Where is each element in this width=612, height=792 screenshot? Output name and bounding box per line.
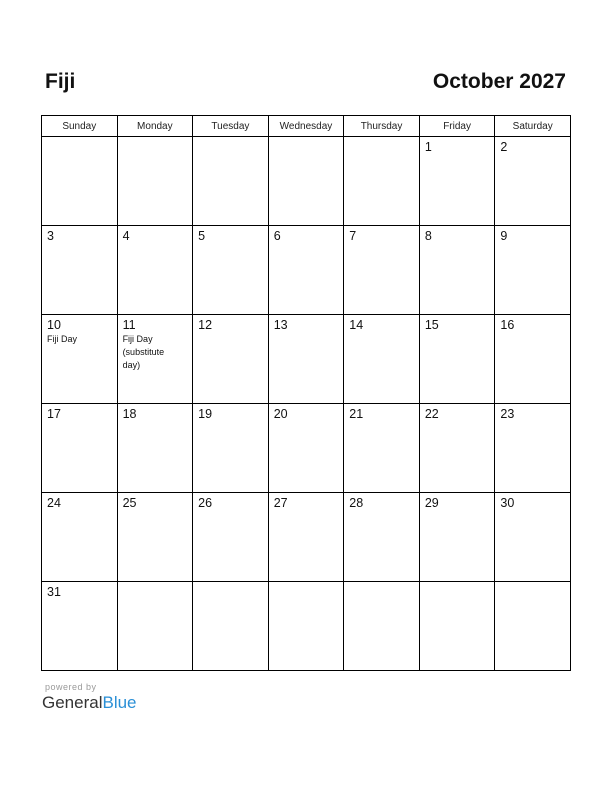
day-number: 26	[198, 496, 213, 510]
weekday-header: Monday	[117, 116, 193, 137]
day-number: 24	[47, 496, 61, 510]
day-cell[interactable]	[344, 493, 420, 582]
week-row	[42, 493, 571, 582]
day-cell[interactable]	[495, 315, 571, 404]
day-cell[interactable]	[495, 582, 571, 671]
logo-general-text: General	[42, 693, 103, 712]
day-number: 27	[273, 496, 288, 510]
day-cell[interactable]	[42, 404, 118, 493]
day-number: 9	[500, 229, 508, 243]
day-number: 8	[424, 229, 432, 243]
day-number: 5	[198, 229, 206, 243]
holiday-label: Fiji Day	[47, 334, 78, 344]
day-cell[interactable]	[268, 404, 344, 493]
day-number: 12	[198, 318, 213, 332]
logo-blue-text: Blue	[102, 693, 137, 712]
day-number: 28	[349, 496, 364, 510]
day-cell[interactable]	[344, 315, 420, 404]
day-cell[interactable]	[117, 404, 193, 493]
powered-by-label: powered by	[45, 682, 97, 692]
day-cell[interactable]	[42, 315, 118, 404]
day-cell[interactable]	[268, 137, 344, 226]
day-number	[344, 137, 419, 140]
day-cell[interactable]	[495, 226, 571, 315]
day-cell[interactable]	[268, 226, 344, 315]
day-cell[interactable]	[193, 226, 269, 315]
day-cell[interactable]	[495, 404, 571, 493]
day-number	[193, 137, 268, 140]
day-number: 19	[198, 407, 213, 421]
day-number: 15	[424, 318, 439, 332]
weekday-header: Thursday	[344, 116, 420, 137]
day-number: 21	[349, 407, 364, 421]
day-cell[interactable]	[117, 226, 193, 315]
day-cell[interactable]	[42, 137, 118, 226]
day-cell[interactable]	[495, 137, 571, 226]
day-cell[interactable]	[193, 137, 269, 226]
day-number: 25	[122, 496, 137, 510]
day-number	[42, 137, 117, 140]
day-cell[interactable]	[419, 315, 495, 404]
day-cell[interactable]	[117, 582, 193, 671]
day-number: 7	[349, 229, 357, 243]
day-number	[269, 137, 344, 140]
week-row	[42, 404, 571, 493]
day-cell[interactable]	[419, 582, 495, 671]
day-number	[269, 582, 344, 585]
day-cell[interactable]	[117, 315, 193, 404]
day-cell[interactable]	[193, 582, 269, 671]
weekday-header: Friday	[419, 116, 495, 137]
day-cell[interactable]	[42, 226, 118, 315]
day-cell[interactable]	[193, 315, 269, 404]
day-number	[118, 582, 193, 585]
day-number	[118, 137, 193, 140]
holiday-label: Fiji Day (substitute day)	[122, 334, 165, 370]
day-number: 18	[122, 407, 137, 421]
day-number	[344, 582, 419, 585]
day-number	[495, 582, 570, 585]
week-row	[42, 315, 571, 404]
day-cell[interactable]	[419, 404, 495, 493]
day-cell[interactable]	[344, 137, 420, 226]
weekday-header: Wednesday	[268, 116, 344, 137]
day-number	[193, 582, 268, 585]
weekday-header: Tuesday	[193, 116, 269, 137]
country-title: Fiji	[45, 70, 76, 93]
day-number: 10	[47, 318, 61, 332]
day-cell[interactable]	[344, 582, 420, 671]
day-number: 2	[500, 140, 508, 154]
weekday-header-row	[42, 116, 571, 137]
day-cell[interactable]	[117, 137, 193, 226]
day-cell[interactable]	[344, 404, 420, 493]
day-cell[interactable]	[419, 493, 495, 582]
generalblue-logo[interactable]	[42, 693, 137, 713]
day-cell[interactable]	[268, 493, 344, 582]
week-row	[42, 582, 571, 671]
day-number: 31	[47, 585, 61, 599]
day-number: 1	[424, 140, 432, 154]
day-cell[interactable]	[419, 226, 495, 315]
day-cell[interactable]	[117, 493, 193, 582]
day-number: 22	[424, 407, 439, 421]
day-cell[interactable]	[268, 315, 344, 404]
day-cell[interactable]	[42, 582, 118, 671]
calendar-grid	[41, 115, 571, 671]
day-number: 3	[47, 229, 54, 243]
day-cell[interactable]	[268, 582, 344, 671]
day-number: 4	[122, 229, 130, 243]
day-number: 11	[122, 318, 136, 332]
day-number	[420, 582, 495, 585]
month-year-title: October 2027	[432, 70, 566, 93]
day-number: 14	[349, 318, 364, 332]
week-row	[42, 137, 571, 226]
week-row	[42, 226, 571, 315]
day-number: 16	[500, 318, 515, 332]
day-cell[interactable]	[193, 493, 269, 582]
day-number: 6	[273, 229, 281, 243]
day-number: 17	[47, 407, 61, 421]
day-cell[interactable]	[419, 137, 495, 226]
day-cell[interactable]	[344, 226, 420, 315]
weekday-header: Sunday	[42, 116, 118, 137]
day-number: 13	[273, 318, 288, 332]
weekday-header: Saturday	[495, 116, 571, 137]
day-cell[interactable]	[193, 404, 269, 493]
day-cell[interactable]	[42, 493, 118, 582]
day-number: 29	[424, 496, 439, 510]
day-number: 30	[500, 496, 515, 510]
day-cell[interactable]	[495, 493, 571, 582]
day-number: 23	[500, 407, 515, 421]
day-number: 20	[273, 407, 288, 421]
